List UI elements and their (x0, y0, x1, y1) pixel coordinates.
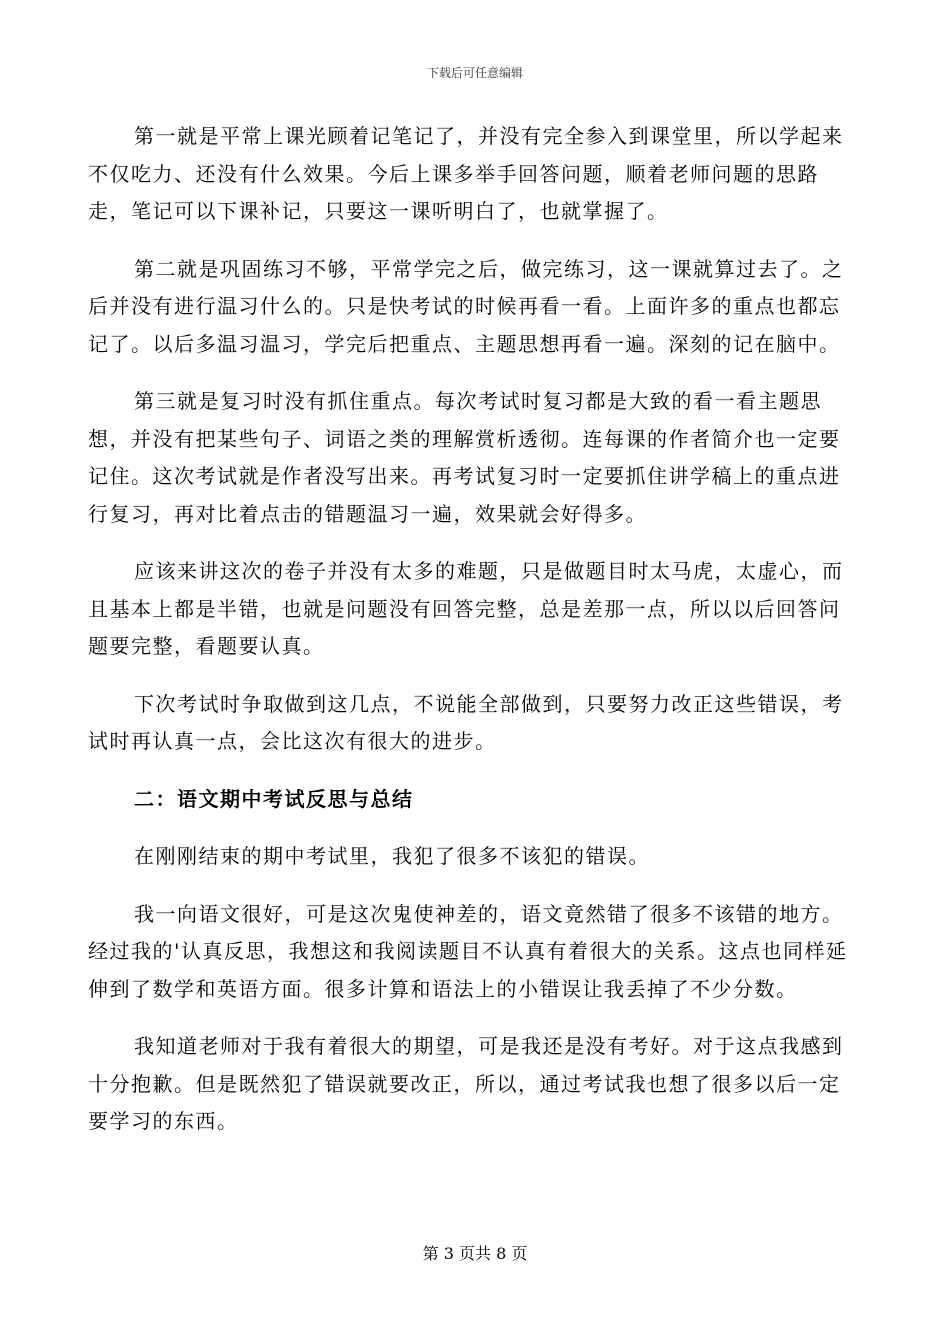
section-heading: 二：语文期中考试反思与总结 (134, 786, 414, 811)
document-body (88, 118, 848, 1161)
paragraph-5: 下次考试时争取做到这几点，不说能全部做到，只要努力改正这些错误，考试时再认真一点，会比这次有很大的进步。 (88, 691, 844, 753)
section-paragraph-2: 我一向语文很好，可是这次鬼使神差的，语文竟然错了很多不该错的地方。经过我的'认真反思，我想这和我阅读题目不认真有着很大的关系。这点也同样延伸到了数学和英语方面。很多计算和语法上的小错误让我丢掉了不少分数。 (88, 901, 848, 1001)
section-paragraph-3: 我知道老师对于我有着很大的期望，可是我还是没有考好。对于这点我感到十分抱歉。但是既然犯了错误就要改正，所以，通过考试我也想了很多以后一定要学习的东西。 (88, 1034, 844, 1133)
paragraph-4: 应该来讲这次的卷子并没有太多的难题，只是做题目时太马虎，太虚心，而且基本上都是半错，也就是问题没有回答完整，总是差那一点，所以以后回答问题要完整，看题要认真。 (88, 559, 844, 658)
paragraph-1: 第一就是平常上课光顾着记笔记了，并没有完全参入到课堂里，所以学起来不仅吃力、还没有什么效果。今后上课多举手回答问题，顺着老师问题的思路走，笔记可以下课补记，只要这一课听明白了，也就掌握了。 (88, 124, 844, 223)
paragraph-2: 第二就是巩固练习不够，平常学完之后，做完练习，这一课就算过去了。之后并没有进行温习什么的。只是快考试的时候再看一看。上面许多的重点也都忘记了。以后多温习温习，学完后把重点、主题思想再看一遍。深刻的记在脑中。 (88, 256, 844, 356)
paragraph-3: 第三就是复习时没有抓住重点。每次考试时复习都是大致的看一看主题思想，并没有把某些句子、词语之类的理解赏析透彻。连每课的作者简介也一定要记住。这次考试就是作者没写出来。再考试复习时一定要抓住讲学稿上的重点进行复习，再对比着点击的错题温习一遍，效果就会好得多。 (88, 389, 841, 526)
page-header: 下载后可任意编辑 (426, 66, 523, 80)
page-footer: 第 3 页共 8 页 (422, 1244, 528, 1263)
section-paragraph-1: 在刚刚结束的期中考试里，我犯了很多不该犯的错误。 (134, 844, 650, 868)
